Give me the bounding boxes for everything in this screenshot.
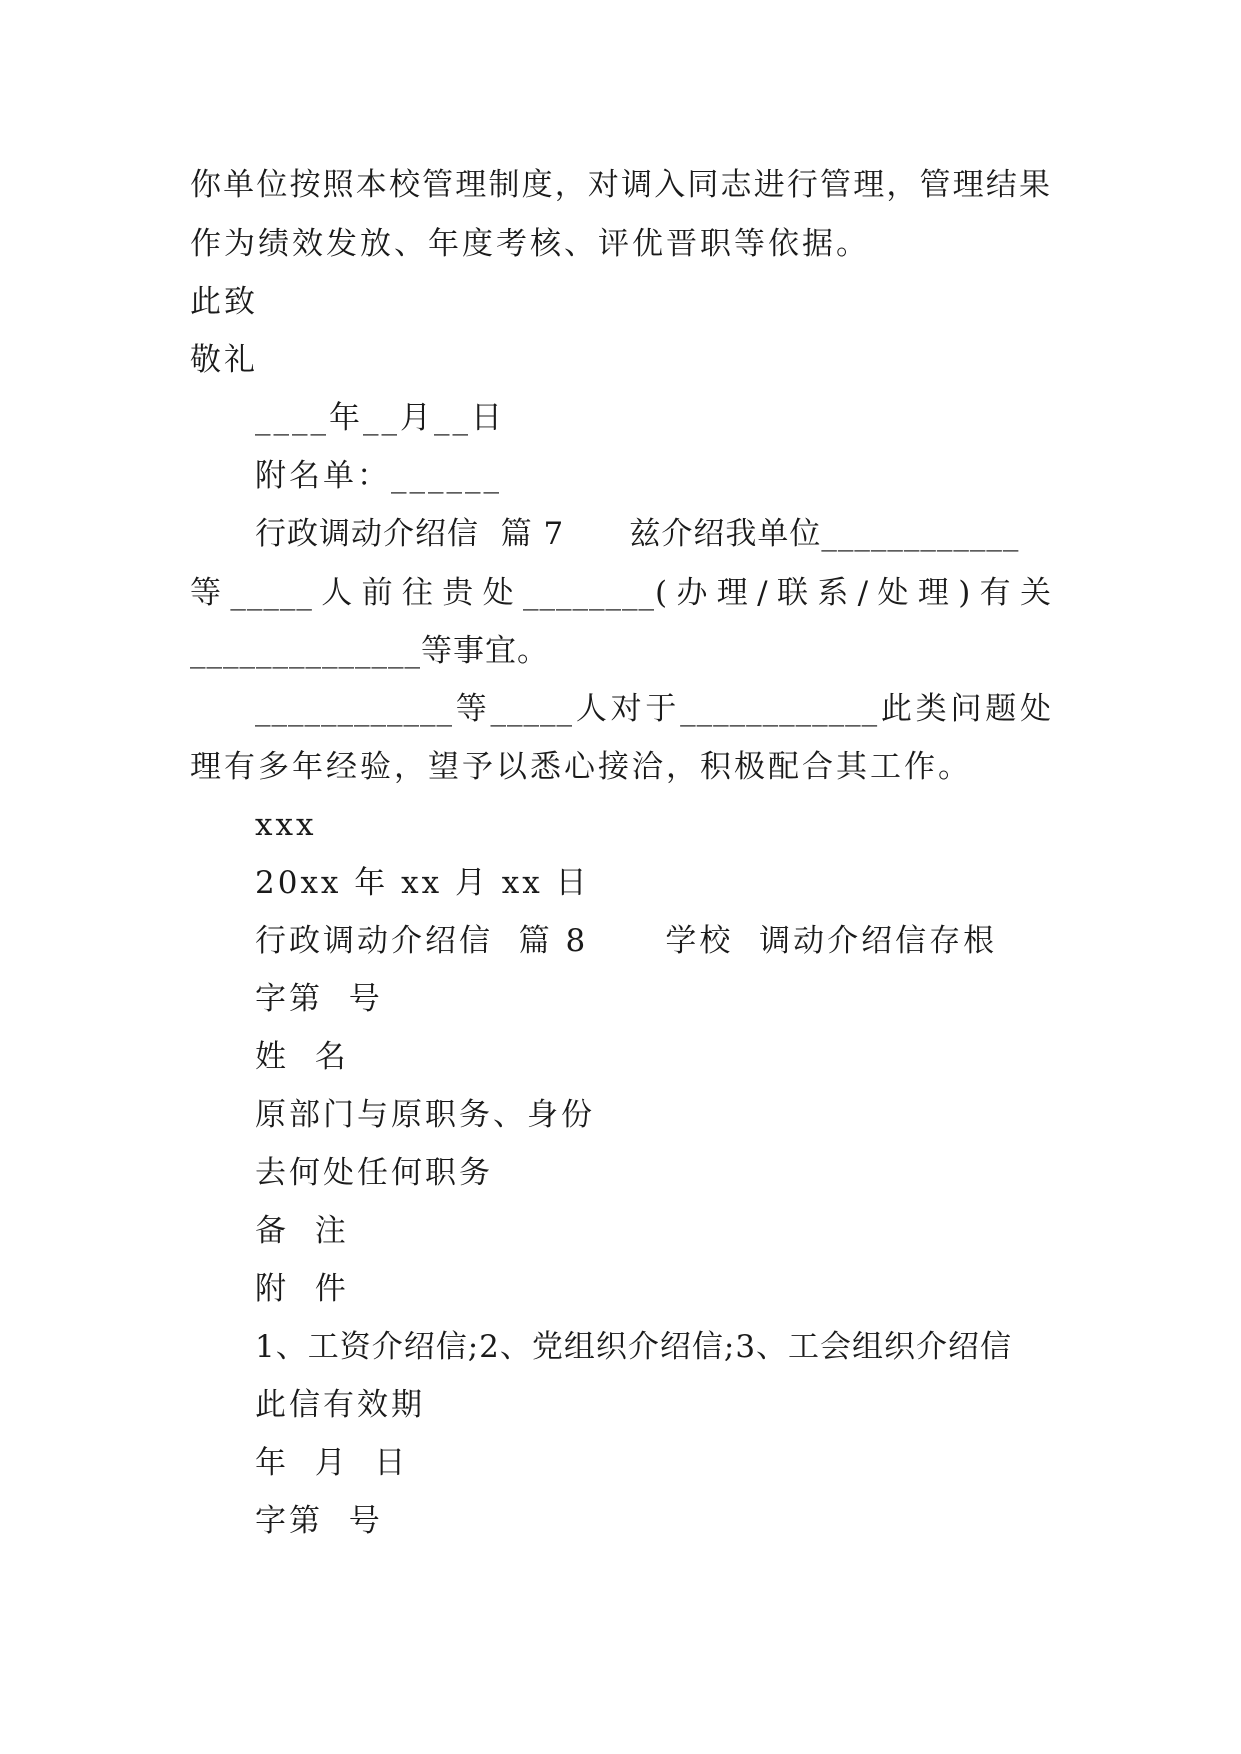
attached-list-line: 附名单：______ xyxy=(255,458,502,494)
paragraph-line-management: 你单位按照本校管理制度，对调入同志进行管理，管理结果 xyxy=(190,167,1052,203)
field-reference-number-2: 字第 号 xyxy=(255,1503,383,1539)
paragraph-line-basis: 作为绩效发放、年度考核、评优晋职等依据。 xyxy=(190,226,870,262)
paragraph-line-cooperate: 理有多年经验，望予以悉心接洽，积极配合其工作。 xyxy=(190,749,972,785)
field-original-department: 原部门与原职务、身份 xyxy=(255,1097,595,1133)
field-remarks: 备 注 xyxy=(255,1213,349,1249)
section-7-heading-line: 行政调动介绍信 篇 7 兹介绍我单位____________ xyxy=(255,516,1020,552)
signature-placeholder: xxx xyxy=(255,807,317,843)
closing-regards: 敬礼 xyxy=(190,342,258,378)
field-date: 年 月 日 xyxy=(255,1445,409,1481)
field-name: 姓 名 xyxy=(255,1039,349,1075)
closing-salutation: 此致 xyxy=(190,284,258,320)
field-destination: 去何处任何职务 xyxy=(255,1155,493,1191)
field-validity: 此信有效期 xyxy=(255,1387,425,1423)
date-line: 20xx 年 xx 月 xx 日 xyxy=(255,865,590,901)
field-reference-number: 字第 号 xyxy=(255,981,383,1017)
paragraph-line-visit: 等_____人前往贵处________(办理/联系/处理)有关 xyxy=(190,575,1052,611)
section-8-heading-line: 行政调动介绍信 篇 8 学校 调动介绍信存根 xyxy=(255,923,998,959)
date-blank-line: ____年__月__日 xyxy=(255,400,505,436)
attachments-list: 1、工资介绍信;2、党组织介绍信;3、工会组织介绍信 xyxy=(255,1329,1013,1365)
paragraph-line-experience: ____________等_____人对于____________此类问题处 xyxy=(255,691,1052,727)
field-attachments: 附 件 xyxy=(255,1271,349,1307)
paragraph-line-matters: ______________等事宜。 xyxy=(190,633,549,669)
